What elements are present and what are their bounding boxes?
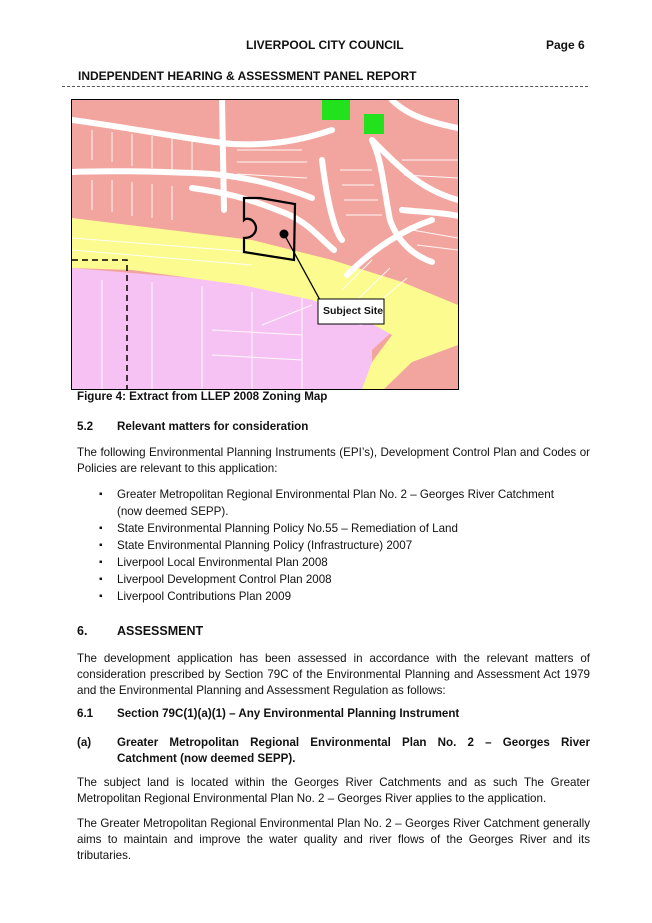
- report-title: INDEPENDENT HEARING & ASSESSMENT PANEL REPORT: [78, 69, 417, 83]
- list-item-text: Greater Metropolitan Regional Environmental Plan No. 2 – Georges River Catchment (now deemed SEPP).: [117, 488, 554, 518]
- list-item: [77, 537, 577, 554]
- zoning-map: [71, 99, 459, 390]
- instrument-list: [77, 486, 577, 605]
- section-5-2-intro: The following Environmental Planning Instruments (EPI’s), Development Control Plan and Codes or Policies are relevant to this application:: [77, 446, 590, 475]
- list-item-text: State Environmental Planning Policy No.55 – Remediation of Land: [117, 522, 458, 535]
- open-space-zone: [364, 114, 384, 134]
- list-item-text: State Environmental Planning Policy (Infrastructure) 2007: [117, 539, 413, 552]
- sub-a-para1: The subject land is located within the Georges River Catchments and as such The Greater Metropolitan Regional Environmental Plan No. 2 – Georges River applies to the application.: [77, 776, 590, 805]
- section-6-title: ASSESSMENT: [117, 624, 204, 638]
- sub-a-title-line1: Greater Metropolitan Regional Environmental Plan No. 2 – Georges River: [117, 736, 590, 749]
- list-item-text: Liverpool Contributions Plan 2009: [117, 590, 292, 603]
- list-item-text: Liverpool Development Control Plan 2008: [117, 573, 332, 586]
- council-name: LIVERPOOL CITY COUNCIL: [246, 38, 404, 52]
- header-divider: [62, 86, 588, 87]
- list-item-text: Liverpool Local Environmental Plan 2008: [117, 556, 328, 569]
- list-item: [77, 571, 577, 588]
- figure-caption: Figure 4: Extract from LLEP 2008 Zoning Map: [77, 390, 328, 403]
- page-number: Page 6: [546, 38, 585, 52]
- sub-a-title-line2: Catchment (now deemed SEPP).: [117, 752, 296, 765]
- section-5-2-number: 5.2: [77, 420, 94, 433]
- section-5-2-title: Relevant matters for consideration: [117, 420, 309, 433]
- section-6-1-number: 6.1: [77, 707, 94, 720]
- list-item: [77, 588, 577, 605]
- sub-a-label: (a): [77, 736, 92, 749]
- list-item: [77, 486, 577, 520]
- list-item: [77, 554, 577, 571]
- section-6-number: 6.: [77, 624, 88, 638]
- subject-site-label: Subject Site: [323, 305, 384, 317]
- section-6-1-title: Section 79C(1)(a)(1) – Any Environmental Planning Instrument: [117, 707, 460, 720]
- section-6-body: The development application has been assessed in accordance with the relevant matters of consideration prescribed by Section 79C of the Environmental Planning and Assessment Act 1979 and the Environmental Planning and Assessment Regulation as follows:: [77, 652, 590, 697]
- open-space-zone: [322, 100, 350, 120]
- list-item: [77, 520, 577, 537]
- sub-a-para2: The Greater Metropolitan Regional Environmental Plan No. 2 – Georges River Catchment generally aims to maintain and improve the water quality and river flows of the Georges River and its tributaries.: [77, 817, 590, 862]
